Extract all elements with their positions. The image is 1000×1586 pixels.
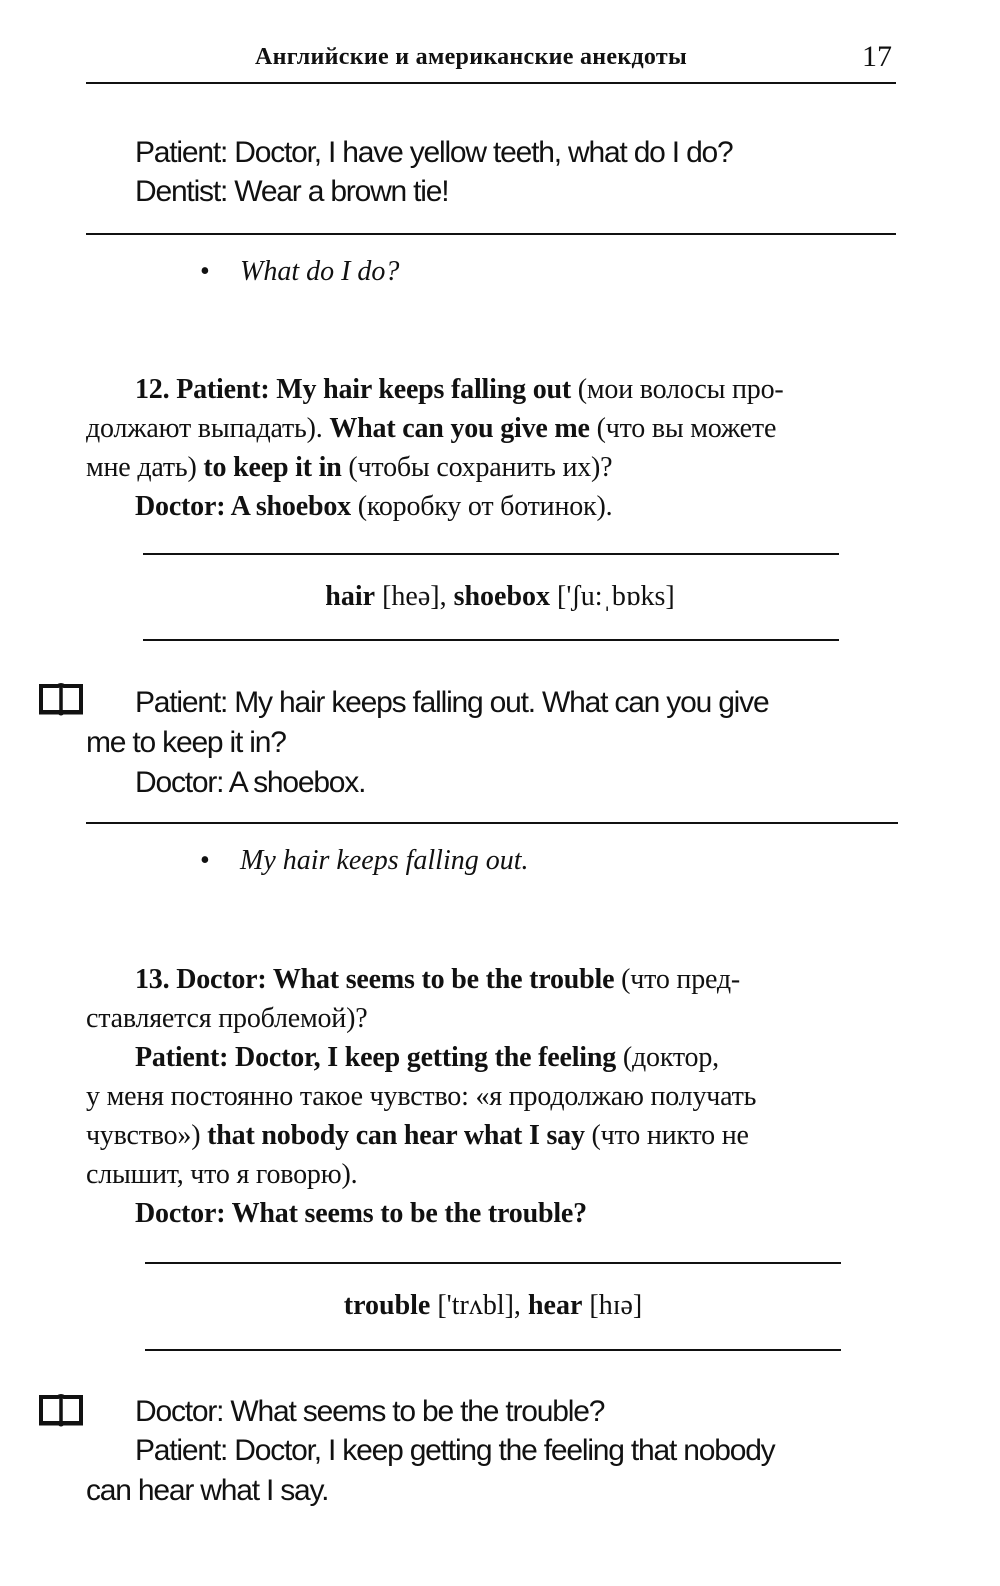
translation: должают выпадать). <box>86 413 330 444</box>
english-phrase: that nobody can hear what I say <box>207 1120 585 1151</box>
joke-paragraph-line <box>135 1198 587 1230</box>
key-phrase: What do I do? <box>240 256 400 287</box>
word: trouble <box>343 1290 431 1321</box>
joke-paragraph-line <box>135 374 784 406</box>
key-phrase-bullet <box>200 845 529 877</box>
translation: (чтобы сохранить их)? <box>341 452 613 483</box>
translation: (что никто не <box>584 1120 749 1151</box>
running-header-title: Английские и американские анекдоты <box>255 44 688 70</box>
english-phrase: Patient: Doctor, I keep getting the feeling <box>135 1042 617 1073</box>
open-book-icon <box>38 682 84 716</box>
word: shoebox <box>453 581 551 612</box>
phonetic-rule-bottom <box>143 639 839 641</box>
joke-paragraph-line: у меня постоянно такое чувство: «я продолжаю получать <box>86 1081 757 1112</box>
section-divider <box>86 233 896 235</box>
dialogue-line: can hear what I say. <box>86 1474 329 1507</box>
phonetic-transcription <box>0 581 1000 613</box>
phonetic-rule-top <box>145 1262 841 1264</box>
joke-paragraph-line <box>86 452 612 484</box>
english-phrase: What can you give me <box>329 413 590 444</box>
open-book-icon <box>38 1393 84 1427</box>
phonetic-rule-top <box>143 553 839 555</box>
key-phrase-bullet <box>200 256 399 288</box>
transcription: [heə], <box>375 581 454 612</box>
translation: (доктор, <box>616 1042 719 1073</box>
dialogue-line: Doctor: A shoebox. <box>135 766 366 799</box>
translation: (коробку от ботинок). <box>350 491 613 522</box>
english-phrase: to keep it in <box>203 452 342 483</box>
dialogue-line: Patient: Doctor, I keep getting the feeling that nobody <box>135 1434 775 1467</box>
bullet-icon: • <box>200 256 210 287</box>
header-rule <box>86 82 896 84</box>
phonetic-rule-bottom <box>145 1349 841 1351</box>
translation: (что пред- <box>614 964 741 995</box>
transcription: ['ʃu:ˌbɒks] <box>550 581 675 612</box>
joke-paragraph-line <box>86 413 776 445</box>
page-number: 17 <box>862 40 892 73</box>
joke-paragraph-line: слышит, что я говорю). <box>86 1159 358 1190</box>
dialogue-line: me to keep it in? <box>86 726 286 759</box>
section-divider <box>86 822 898 824</box>
dialogue-line: Patient: My hair keeps falling out. What can you give <box>135 686 769 719</box>
joke-paragraph-line: ставляется проблемой)? <box>86 1003 368 1034</box>
translation: мне дать) <box>86 452 204 483</box>
translation: (что вы можете <box>589 413 777 444</box>
transcription: [hɪə] <box>582 1290 643 1321</box>
dialogue-line: Doctor: What seems to be the trouble? <box>135 1395 605 1428</box>
phonetic-transcription <box>0 1290 986 1322</box>
translation: чувство») <box>86 1120 208 1151</box>
dialogue-line: Patient: Doctor, I have yellow teeth, what do I do? <box>135 136 733 169</box>
english-phrase: 13. Doctor: What seems to be the trouble <box>135 964 615 995</box>
word: hair <box>325 581 376 612</box>
transcription: ['trʌbl], <box>430 1290 528 1321</box>
english-phrase: Doctor: A shoebox <box>135 491 351 522</box>
joke-paragraph-line <box>135 1042 719 1074</box>
joke-paragraph-line <box>135 964 740 996</box>
joke-paragraph-line <box>135 491 612 523</box>
english-phrase: Doctor: What seems to be the trouble? <box>135 1198 587 1229</box>
joke-paragraph-line <box>86 1120 749 1152</box>
translation: (мои волосы про- <box>570 374 784 405</box>
key-phrase: My hair keeps falling out. <box>240 845 529 876</box>
bullet-icon: • <box>200 845 210 876</box>
english-phrase: 12. Patient: My hair keeps falling out <box>135 374 571 405</box>
word: hear <box>527 1290 583 1321</box>
dialogue-line: Dentist: Wear a brown tie! <box>135 175 449 208</box>
